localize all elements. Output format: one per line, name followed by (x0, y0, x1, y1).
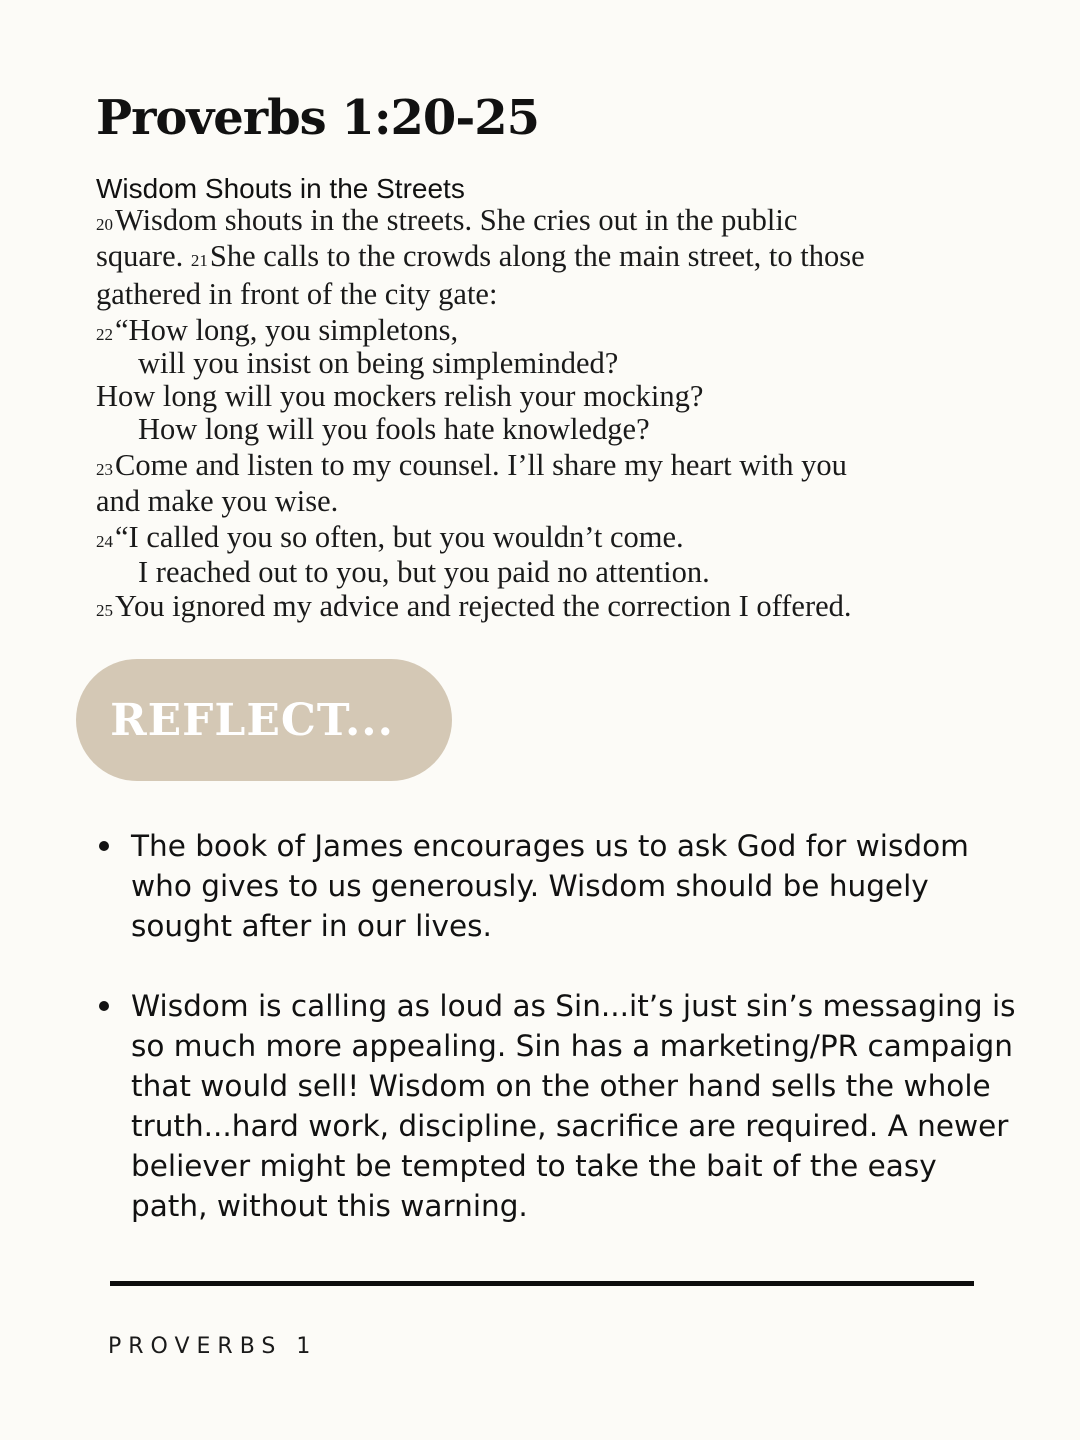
verse-number: 23 (96, 460, 113, 479)
verse-line (96, 556, 1006, 589)
verse-text: and make you wise. (96, 484, 339, 518)
verse-text: square. (96, 239, 184, 273)
reflect-badge (76, 659, 452, 781)
reflection-text: Wisdom is calling as loud as Sin...it’s just sin’s messaging is so much more appealing. Sin has a marketing/PR campaign that would sell! Wisdom on the other hand sells the whole truth...hard work, discipline, sacrifice are required. A newer believer might be tempted to take the bait of the easy path, without this warning. (131, 989, 1016, 1223)
footer-label: PROVERBS 1 (108, 1334, 318, 1359)
verse-text: How long will you mockers relish your mocking? (96, 379, 704, 413)
verse-text: She calls to the crowds along the main street, to those (209, 239, 865, 273)
section-heading: Wisdom Shouts in the Streets (96, 173, 465, 204)
bullet-icon (99, 841, 109, 851)
bullet-icon (99, 1001, 109, 1011)
verse-number: 24 (96, 532, 113, 551)
verse-line (96, 484, 1006, 518)
reflection-text: The book of James encourages us to ask God for wisdom who gives to us generously. Wisdom should be hugely sought after in our lives. (131, 829, 969, 943)
verse-text: will you insist on being simpleminded? (138, 346, 619, 380)
verse-line (96, 313, 1006, 347)
reflection-list (96, 826, 1016, 1266)
list-item (96, 986, 1016, 1226)
verse-line (96, 589, 1006, 623)
verse-text: How long will you fools hate knowledge? (138, 412, 650, 446)
verse-text: “I called you so often, but you wouldn’t come. (115, 520, 684, 554)
verse-line (96, 237, 1006, 275)
list-item (96, 826, 1016, 946)
verse-line (96, 518, 1006, 556)
verse-line (96, 203, 1006, 237)
scripture-passage (96, 203, 1006, 623)
verse-number: 21 (190, 251, 208, 270)
verse-line (96, 413, 1006, 446)
verse-number: 25 (96, 601, 113, 620)
verse-line (96, 446, 1006, 484)
verse-text: You ignored my advice and rejected the correction I offered. (115, 589, 852, 623)
page-title: Proverbs 1:20-25 (96, 90, 540, 146)
verse-text: “How long, you simpletons, (115, 313, 459, 347)
verse-text: Come and listen to my counsel. I’ll share my heart with you (115, 448, 847, 482)
verse-number: 20 (96, 215, 113, 234)
verse-line (96, 275, 1006, 313)
verse-text: I reached out to you, but you paid no attention. (138, 555, 710, 589)
divider (110, 1281, 974, 1286)
verse-number: 22 (96, 325, 113, 344)
reflect-label: REFLECT... (110, 694, 394, 746)
verse-line (96, 347, 1006, 380)
verse-line (96, 380, 1006, 413)
verse-text: gathered in front of the city gate: (96, 277, 498, 311)
verse-text: Wisdom shouts in the streets. She cries out in the public (115, 203, 798, 237)
